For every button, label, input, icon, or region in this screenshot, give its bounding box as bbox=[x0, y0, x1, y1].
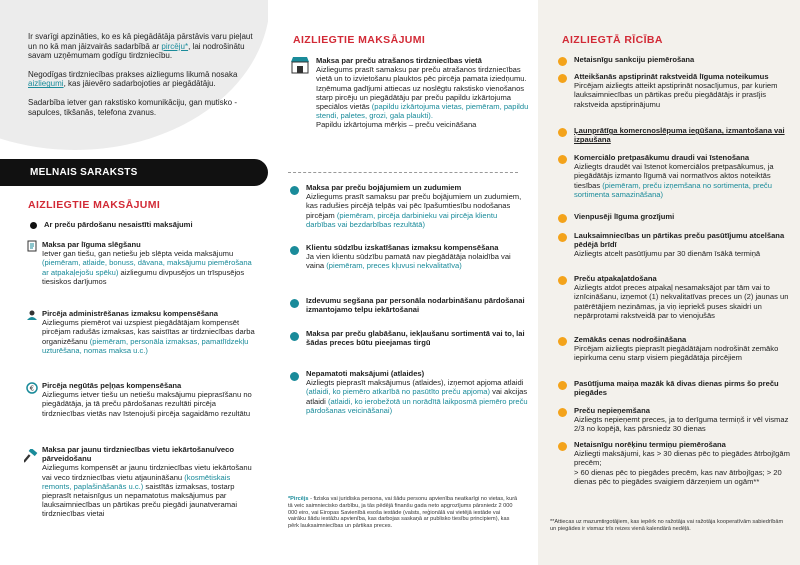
item-title: Pasūtījuma maiņa mazāk kā divas dienas pirms šo preču piegādes bbox=[574, 379, 779, 398]
item-body: Aizliegts atcelt pasūtījumu par 30 dienām īsākā termiņā bbox=[574, 249, 761, 259]
item-example: (piemēram, atlaide, bonuss, dāvana, maksājumu piemērošana ar atpakaļejošu spēku) bbox=[42, 258, 252, 277]
item-title: Komerciālo pretpasākumu draudi vai īstenošana bbox=[574, 153, 750, 162]
bullet-icon bbox=[290, 372, 299, 381]
footnote-text: - fiziska vai juridiska persona, vai šādu personu apvienība neatkarīgi no vietas, kurā tā veic saimniecisko darbību, ja tās pēdējā finanšu gada neto apgrozījums pārsniedz 2 000 000 eiro, vai Eiropas Savienībā esoša iestāde (valsts, reģionālā vai vietējā iestāde vai vairāku šādu iestāžu apvienība, kas darbojas saskaņā ar publisko tiesību principiem), kas pērk lauksaimniecības un pārtikas preces. bbox=[288, 496, 518, 530]
buyer-link[interactable]: pircēju* bbox=[161, 41, 189, 51]
item-example: (piemēram, preces kļuvusi nekvalitatīva) bbox=[326, 261, 462, 271]
item-title: Ar preču pārdošanu nesaistīti maksājumi bbox=[44, 220, 193, 229]
col2-first-item bbox=[316, 56, 531, 130]
col3-item bbox=[574, 406, 792, 434]
intro-text-span: , lai nodrošinātu savam uzņēmumam godīgu tirdzniecību. bbox=[28, 41, 245, 61]
item-body: Aizliegts pieprasīt maksājumus (atlaides), izņemot apjoma atlaidi bbox=[306, 378, 524, 388]
item-body: Aizliegums piemērot vai uzspiest piegādātājam kompensēt pircējam radušās izmaksas, kas saistītas ar tirdzniecības darba organizēšanu bbox=[42, 318, 255, 346]
intro-text-span: Negodīgas tirdzniecības prakses aizliegums likumā nosaka bbox=[28, 69, 238, 79]
item-purpose: Papildu izkārtojuma mērķis – preču veicināšana bbox=[316, 120, 477, 130]
item-example: (atlaidi, ko ierobežotā un norādītā laikposmā piemēro preču pārdošanas veicināšanai) bbox=[306, 396, 528, 415]
item-example: (piemēram, pircēja darbinieku vai pircēja klientu darbības vai bezdarbības rezultātā) bbox=[306, 210, 498, 229]
item-body-tail: saistītās izmaksas, tostarp pieprasīt netaisnīgus un nepamatotus maksājumus par lauksaimniecības un pārtikas preču piegādi jaunatveramai tirdzniecības vietai bbox=[42, 481, 238, 519]
item-title: Ļaunprātīga komercnoslēpuma iegūšana, izmantošana vai izpaušana bbox=[574, 126, 785, 145]
col1-heading: AIZLIEGTIE MAKSĀJUMI bbox=[28, 199, 161, 211]
bullet-icon bbox=[558, 57, 567, 66]
bullet-icon bbox=[558, 408, 567, 417]
item-title: Maksa par preču atrašanos tirdzniecības vietā bbox=[316, 56, 482, 65]
col3-item bbox=[574, 274, 792, 320]
item-title: Lauksaimniecības un pārtikas preču pasūtījumu atcelšana pēdējā brīdī bbox=[574, 231, 785, 250]
col1-item bbox=[44, 220, 259, 229]
col3-item bbox=[574, 126, 792, 144]
item-body: Pircējam aizliegts pieprasīt piegādātājam nodrošināt zemāko iepirkuma cenu starp visiem piegādātāja pircējiem bbox=[574, 344, 779, 363]
col3-item bbox=[574, 231, 792, 259]
col3-item bbox=[574, 212, 792, 221]
col2-item bbox=[306, 296, 528, 314]
item-title: Klientu sūdzību izskatīšanas izmaksu kompensēšana bbox=[306, 243, 499, 252]
right-column bbox=[538, 0, 800, 565]
bullet-icon bbox=[558, 337, 567, 346]
admin-icon bbox=[26, 309, 38, 321]
shop-icon bbox=[290, 56, 310, 74]
item-title: Zemākās cenas nodrošināšana bbox=[574, 335, 687, 344]
item-example: (atlaidi, ko piemēro atkarībā no pasūtīto preču apjoma) bbox=[306, 387, 491, 397]
bullet-icon bbox=[558, 233, 567, 242]
item-body-tail: vai akcijas atlaidi bbox=[306, 387, 528, 406]
item-body-tail: aizliegumu divpusējos un trīspusējos tiesiskos darījumos bbox=[42, 267, 245, 286]
item-title: Preču atpakaļatdošana bbox=[574, 274, 657, 283]
intro-text bbox=[28, 32, 254, 126]
item-body: Aizliegts nepieņemt preces, ja to derīguma termiņš ir vēl vismaz 2/3 no kopējā, kas pārsniedz 30 dienas bbox=[574, 415, 789, 434]
footnote-term: *Pircējs bbox=[288, 496, 309, 502]
coin-icon bbox=[26, 382, 38, 394]
item-title: Maksa par preču glabāšanu, iekļaušanu sortimentā vai to, lai šādas preces būtu pieejamas tirgū bbox=[306, 329, 525, 348]
bullet-icon bbox=[558, 155, 567, 164]
bullet-icon bbox=[558, 128, 567, 137]
col1-item bbox=[42, 240, 260, 286]
col3-item bbox=[574, 72, 792, 109]
bullet-icon bbox=[290, 186, 299, 195]
bullet-icon bbox=[290, 246, 299, 255]
item-title: Preču nepieņemšana bbox=[574, 406, 650, 415]
svg-text:€: € bbox=[29, 384, 35, 393]
col2-item bbox=[306, 243, 528, 271]
col3-item bbox=[574, 335, 792, 363]
item-title: Maksa par preču bojājumiem un zudumiem bbox=[306, 183, 462, 192]
item-body: Ja vien klientu sūdzību pamatā nav piegādātāja nolaidība vai vaina bbox=[306, 252, 511, 271]
bullet-icon bbox=[558, 276, 567, 285]
item-body: Aizliegts atdot preces atpakaļ nesamaksājot par tām vai to iznīcināšanu, izņemot (1) nekvalitatīvas preces un (2) jaunas un patērētājiem nezināmas, ja viņ iepriekš puses skaidri un nepārprotami rakstveidā par to vienojušās bbox=[574, 283, 789, 320]
col3-item bbox=[574, 440, 792, 486]
col3-item bbox=[574, 379, 792, 397]
item-title: Netaisnīgu sankciju piemērošana bbox=[574, 55, 695, 64]
bullet-icon bbox=[30, 222, 37, 229]
item-body: Aizliegts draudēt vai īstenot komerciālos pretpasākumus, ja piegādātājs izmanto līgumā vai normatīvos aktos noteiktās tiesības bbox=[574, 162, 774, 190]
col2-item bbox=[306, 183, 528, 229]
middle-column bbox=[268, 0, 538, 565]
col1-item bbox=[42, 309, 260, 355]
left-column bbox=[0, 0, 268, 565]
bullet-icon bbox=[290, 332, 299, 341]
item-body: Aizliegums ietver tiešu un netiešu maksājumu pieprasīšanu no piegādātāja, ja tā preču pārdošanas rezultāti pircēja tirdzniecības vietās nav īstenojuši pircēja sagaidāmo rezultātu bbox=[42, 390, 252, 418]
item-example: (kosmētiskais remonts, paplašināšanās u.c.) bbox=[42, 472, 231, 491]
item-example: (papildu izkārtojuma vietas, piemēram, papildu stendi, paletes, grozi, gala plaukti). bbox=[316, 102, 529, 121]
bullet-icon bbox=[558, 381, 567, 390]
intro-paragraph-2 bbox=[28, 70, 254, 89]
retailer-footnote: **Attiecas uz mazumtirgotājiem, kas iepērk no ražotāja vai ražotāja kooperatīvām sabiedrībām un piegādes ir vismaz trīs reizes vienā kalendārā nedēļā. bbox=[550, 519, 784, 532]
item-title: Nepamatoti maksājumi (atlaides) bbox=[306, 369, 425, 378]
document-icon bbox=[26, 240, 38, 252]
item-title: Maksa par līguma slēgšanu bbox=[42, 240, 141, 249]
item-example: (piemēram, personāla izmaksas, pamatlīdzekļu uzturēšana, nomas maksa u.c.) bbox=[42, 336, 249, 355]
item-body: Aizliegti maksājumi, kas > 30 dienas pēc to piegādes ātrbojīgām precēm; > 60 dienas pēc to piegādes precēm, kas nav ātrbojīgas; > 20 dienas pēc to piegādes svaigiem dārzeņiem un ogām** bbox=[574, 449, 790, 486]
col1-item bbox=[42, 381, 260, 418]
bullet-icon bbox=[558, 442, 567, 451]
item-body: Pircējam aizliegts atteikt apstiprināt nosacījumus, par kuriem lauksaimniecības un pārtikas preču piegādātājs ir prasījis rakstveida apstiprinājumu bbox=[574, 81, 778, 109]
bullet-icon bbox=[558, 74, 567, 83]
prohibitions-link[interactable]: aizliegumi bbox=[28, 79, 64, 89]
item-body: Aizliegums prasīt samaksu par preču bojājumiem un zudumiem, kas radušies pircējā telpās vai pēc īpašumtiesību nodošanas pircējam bbox=[306, 192, 522, 220]
col2-item bbox=[306, 329, 528, 347]
hammer-icon bbox=[24, 449, 38, 463]
item-title: Izdevumu segšana par personāla nodarbināšanu pārdošanai izmantojamo telpu iekārtošanai bbox=[306, 296, 525, 315]
bullet-icon bbox=[558, 214, 567, 223]
item-example: (piemēram, preču izņemšana no sortimenta, preču sortimenta samazināšana) bbox=[574, 180, 772, 199]
item-body: Ietver gan tiešu, gan netiešu jeb slēpta veida maksājumu bbox=[42, 249, 234, 259]
col3-item bbox=[574, 153, 792, 199]
item-title: Pircēja administrēšanas izmaksu kompensēšana bbox=[42, 309, 219, 318]
blacklist-banner bbox=[0, 159, 268, 186]
divider bbox=[288, 172, 518, 173]
item-title: Netaisnīgu norēķinu termiņu piemērošana bbox=[574, 440, 726, 449]
item-title: Atteikšanās apstiprināt rakstveidā līguma noteikumus bbox=[574, 72, 769, 81]
item-body: Aizliegums prasīt samaksu par preču atrašanos tirdzniecības vietā un to izvietošanu plauktos pēc pircēja pamata iziedņumu. Izņēmuma gadījumi attiecas uz noslēgtu rakstisko vienošanos starp pircēju un piegādātāju par preču papildu izkārtojuma speciālos vietās bbox=[316, 65, 527, 112]
col2-heading: AIZLIEGTIE MAKSĀJUMI bbox=[293, 34, 426, 46]
col2-item bbox=[306, 369, 528, 415]
col3-item bbox=[574, 55, 792, 64]
intro-paragraph-1 bbox=[28, 32, 254, 61]
intro-text-span: , kas jāievēro sadarbojoties ar piegādātāju. bbox=[63, 79, 216, 89]
blacklist-title: MELNAIS SARAKSTS bbox=[30, 167, 138, 178]
item-title: Maksa par jaunu tirdzniecības vietu iekārtošanu/veco pārveidošanu bbox=[42, 445, 235, 464]
col1-item bbox=[42, 445, 260, 519]
intro-text-span: Ir svarīgi apzināties, ko es kā piegādātāja pārstāvis varu pieļaut un no kā man jāizvairās sadarbībā ar bbox=[28, 32, 253, 51]
intro-paragraph-3: Sadarbība ietver gan rakstisko komunikāciju, gan mutisko - sapulces, tikšanās, telefona zvanus. bbox=[28, 97, 237, 117]
buyer-footnote bbox=[288, 496, 518, 530]
item-body: Aizliegums kompensēt ar jaunu tirdzniecības vietu iekārtošanu vai veco tirdzniecības vietu atjaunināšanu bbox=[42, 463, 252, 482]
item-title: Vienpusēji līguma grozījumi bbox=[574, 212, 675, 221]
col3-heading: AIZLIEGTĀ RĪCĪBA bbox=[562, 34, 663, 46]
item-title: Pircēja negūtās peļņas kompensēšana bbox=[42, 381, 182, 390]
bullet-icon bbox=[290, 299, 299, 308]
